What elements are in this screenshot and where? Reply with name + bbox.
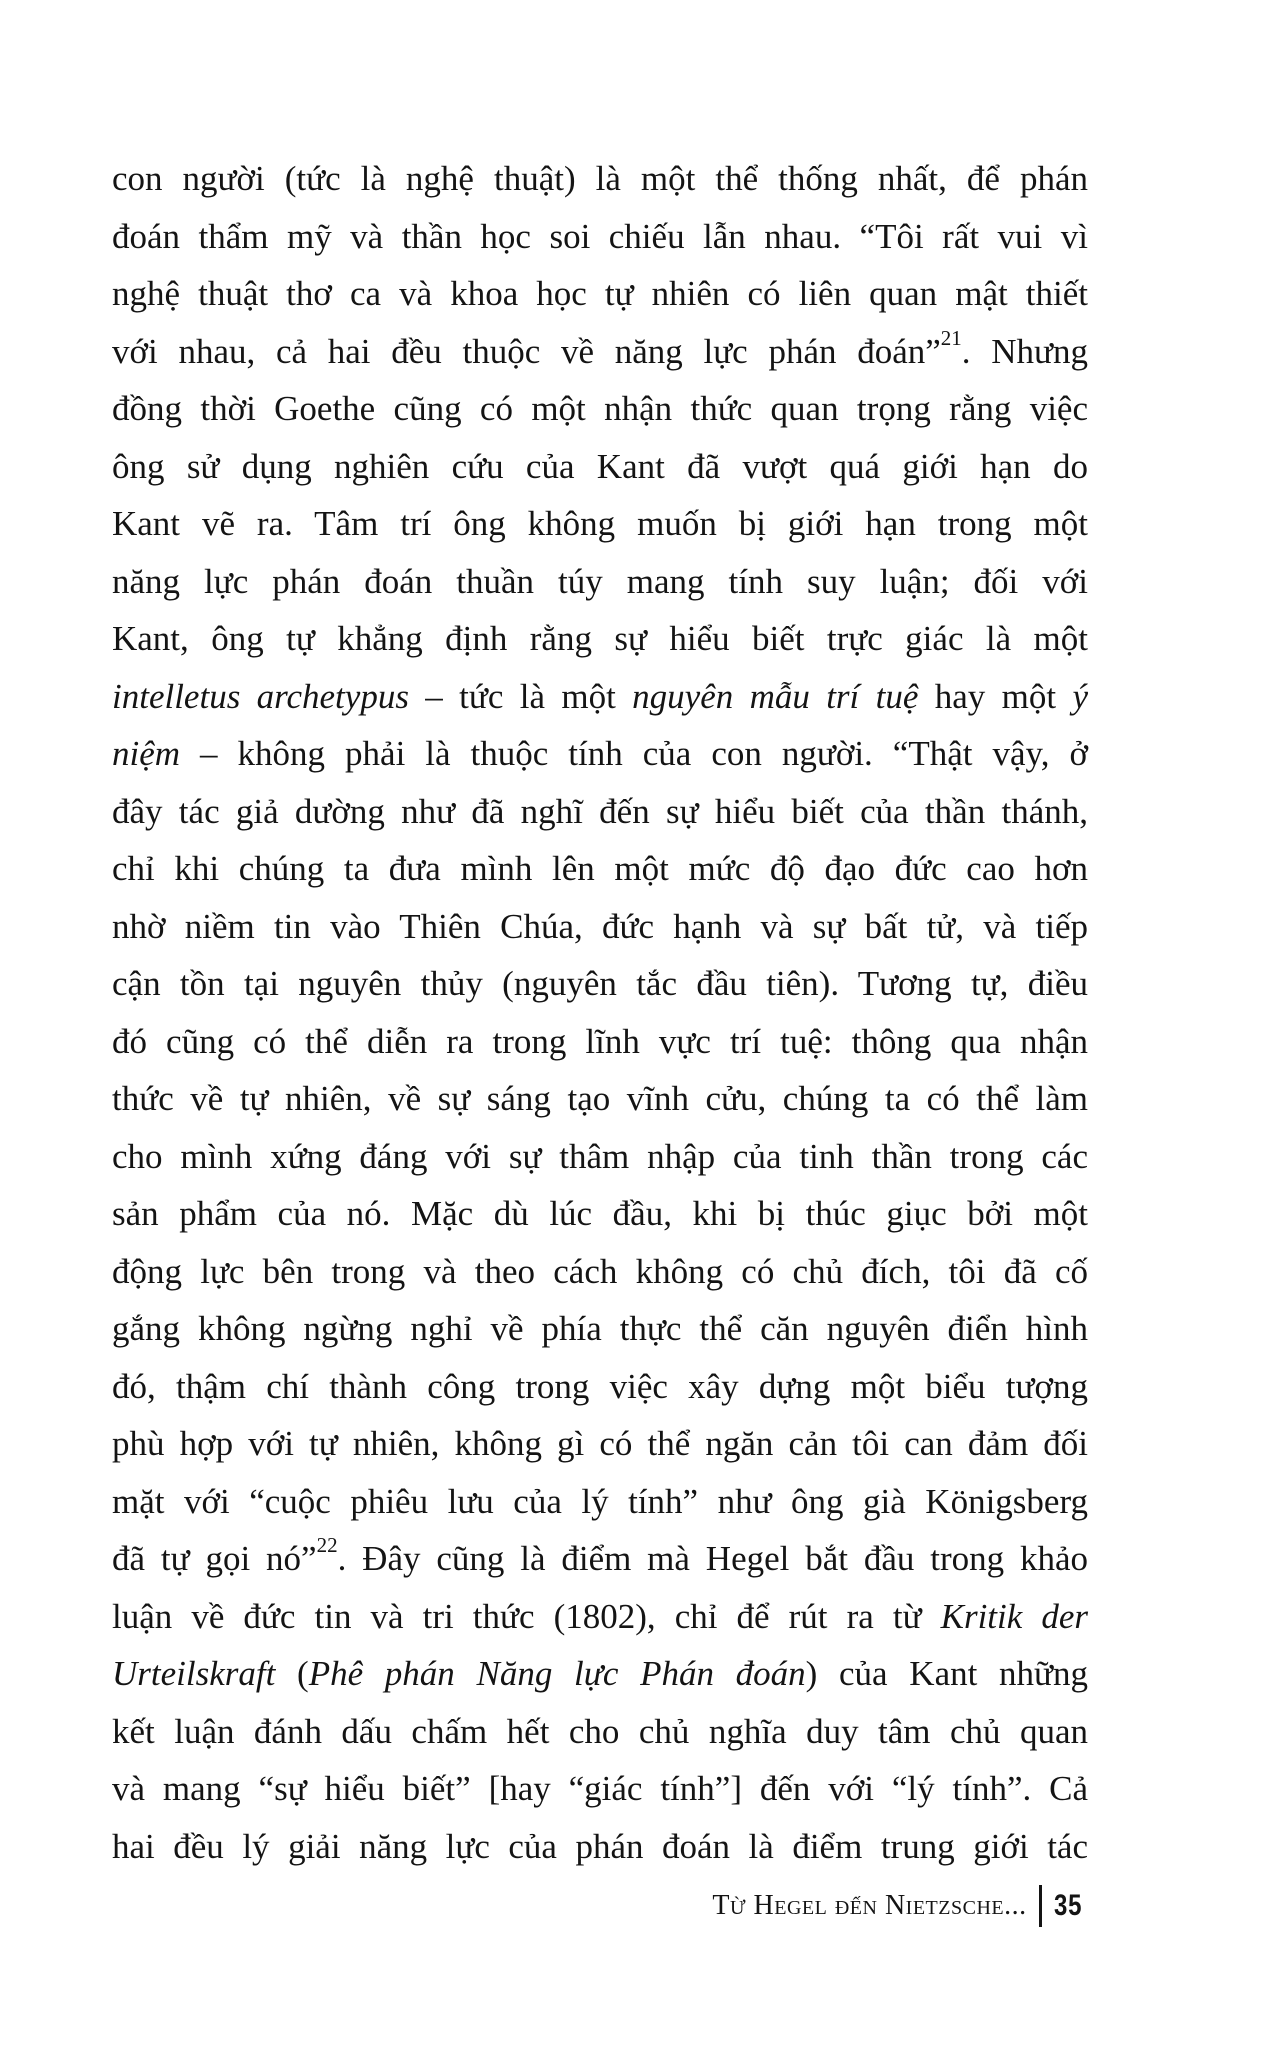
text-run: Kant, ông tự khẳng định rằng sự hiểu biết trực giác là một — [112, 619, 1088, 658]
page-footer — [712, 1884, 1089, 1928]
text-run: hai đều lý giải năng lực của phán đoán là điểm trung giới tác — [112, 1826, 1088, 1866]
text-run: đó cũng có thể diễn ra trong lĩnh vực trí tuệ: thông qua nhận — [112, 1021, 1088, 1061]
text-line — [112, 1185, 1088, 1243]
text-line — [112, 783, 1088, 841]
text-line — [112, 1760, 1088, 1818]
text-run: phù hợp với tự nhiên, không gì có thể ngăn cản tôi can đảm đối — [112, 1424, 1088, 1463]
italic-term: ý — [1072, 676, 1088, 716]
text-run: động lực bên trong và theo cách không có chủ đích, tôi đã cố — [112, 1251, 1088, 1291]
text-run: . Nhưng — [961, 331, 1088, 371]
text-run: luận về đức tin và tri thức (1802), chỉ để rút ra từ — [112, 1596, 941, 1636]
italic-term: nguyên mẫu trí tuệ — [632, 676, 919, 716]
text-line — [112, 1358, 1088, 1416]
running-title: Từ Hegel đến Nietzsche... — [712, 1890, 1027, 1921]
text-run: nghệ thuật thơ ca và khoa học tự nhiên có liên quan mật thiết — [112, 274, 1088, 313]
text-run: đoán thẩm mỹ và thần học soi chiếu lẫn nhau. “Tôi rất vui vì — [112, 216, 1088, 256]
text-run: Kant vẽ ra. Tâm trí ông không muốn bị giới hạn trong một — [112, 504, 1088, 543]
text-line — [112, 840, 1088, 898]
italic-term: Phê phán Năng lực Phán đoán — [308, 1654, 806, 1693]
text-line — [112, 1300, 1088, 1358]
text-run: đây tác giả dường như đã nghĩ đến sự hiểu biết của thần thánh, — [112, 791, 1088, 831]
text-line — [112, 1818, 1088, 1876]
text-run: chỉ khi chúng ta đưa mình lên một mức độ đạo đức cao hơn — [112, 849, 1088, 888]
text-run: con người (tức là nghệ thuật) là một thể thống nhất, để phán — [112, 159, 1088, 198]
text-line — [112, 1415, 1088, 1473]
text-line — [112, 323, 1088, 381]
text-line — [112, 438, 1088, 496]
text-line — [112, 898, 1088, 956]
text-run: và mang “sự hiểu biết” [hay “giác tính”] đến với “lý tính”. Cả — [112, 1769, 1088, 1808]
text-line — [112, 1243, 1088, 1301]
text-run: ( — [275, 1654, 309, 1693]
text-run: với nhau, cả hai đều thuộc về năng lực phán đoán” — [112, 331, 941, 371]
text-run: gắng không ngừng nghỉ về phía thực thể căn nguyên điển hình — [112, 1309, 1088, 1348]
text-run: cận tồn tại nguyên thủy (nguyên tắc đầu tiên). Tương tự, điều — [112, 964, 1088, 1003]
footnote-ref: 21 — [940, 325, 962, 350]
italic-term: Urteilskraft — [112, 1654, 276, 1693]
italic-term: niệm — [112, 734, 181, 773]
text-run: kết luận đánh dấu chấm hết cho chủ nghĩa duy tâm chủ quan — [112, 1711, 1088, 1751]
text-run: – không phải là thuộc tính của con người. “Thật vậy, ở — [180, 734, 1088, 773]
footnote-ref: 22 — [316, 1533, 338, 1558]
footer-divider — [1039, 1885, 1042, 1927]
text-run: nhờ niềm tin vào Thiên Chúa, đức hạnh và sự bất tử, và tiếp — [112, 906, 1088, 946]
text-line — [112, 610, 1088, 668]
text-line — [112, 1645, 1088, 1703]
text-run: đồng thời Goethe cũng có một nhận thức quan trọng rằng việc — [112, 389, 1088, 428]
text-line — [112, 1128, 1088, 1186]
text-run: mặt với “cuộc phiêu lưu của lý tính” như ông già Königsberg — [112, 1481, 1088, 1521]
text-line — [112, 725, 1088, 783]
text-line — [112, 1013, 1088, 1071]
text-run: năng lực phán đoán thuần túy mang tính suy luận; đối với — [112, 561, 1088, 601]
italic-term: intelletus archetypus — [112, 676, 409, 716]
text-line — [112, 1703, 1088, 1761]
italic-term: Kritik der — [940, 1596, 1089, 1636]
text-run: đã tự gọi nó” — [112, 1539, 317, 1578]
text-run: đó, thậm chí thành công trong việc xây dựng một biểu tượng — [112, 1366, 1088, 1406]
text-line — [112, 955, 1088, 1013]
text-run: thức về tự nhiên, về sự sáng tạo vĩnh cửu, chúng ta có thể làm — [112, 1079, 1088, 1118]
text-line — [112, 668, 1088, 726]
text-run: ) của Kant những — [805, 1654, 1088, 1693]
text-run: . Đây cũng là điểm mà Hegel bắt đầu trong khảo — [337, 1539, 1088, 1578]
text-run: hay một — [918, 676, 1073, 716]
text-run: sản phẩm của nó. Mặc dù lúc đầu, khi bị thúc giục bởi một — [112, 1194, 1088, 1233]
text-line — [112, 553, 1088, 611]
text-line — [112, 150, 1088, 208]
body-text — [112, 150, 1088, 1875]
text-run: ông sử dụng nghiên cứu của Kant đã vượt quá giới hạn do — [112, 446, 1088, 486]
page-number: 35 — [1053, 1889, 1082, 1922]
text-line — [112, 1070, 1088, 1128]
text-line — [112, 208, 1088, 266]
text-run: cho mình xứng đáng với sự thâm nhập của tinh thần trong các — [112, 1136, 1088, 1176]
text-line — [112, 1530, 1088, 1588]
text-line — [112, 1588, 1088, 1646]
text-line — [112, 495, 1088, 553]
text-run: – tức là một — [408, 676, 633, 716]
text-line — [112, 1473, 1088, 1531]
text-line — [112, 380, 1088, 438]
text-line — [112, 265, 1088, 323]
